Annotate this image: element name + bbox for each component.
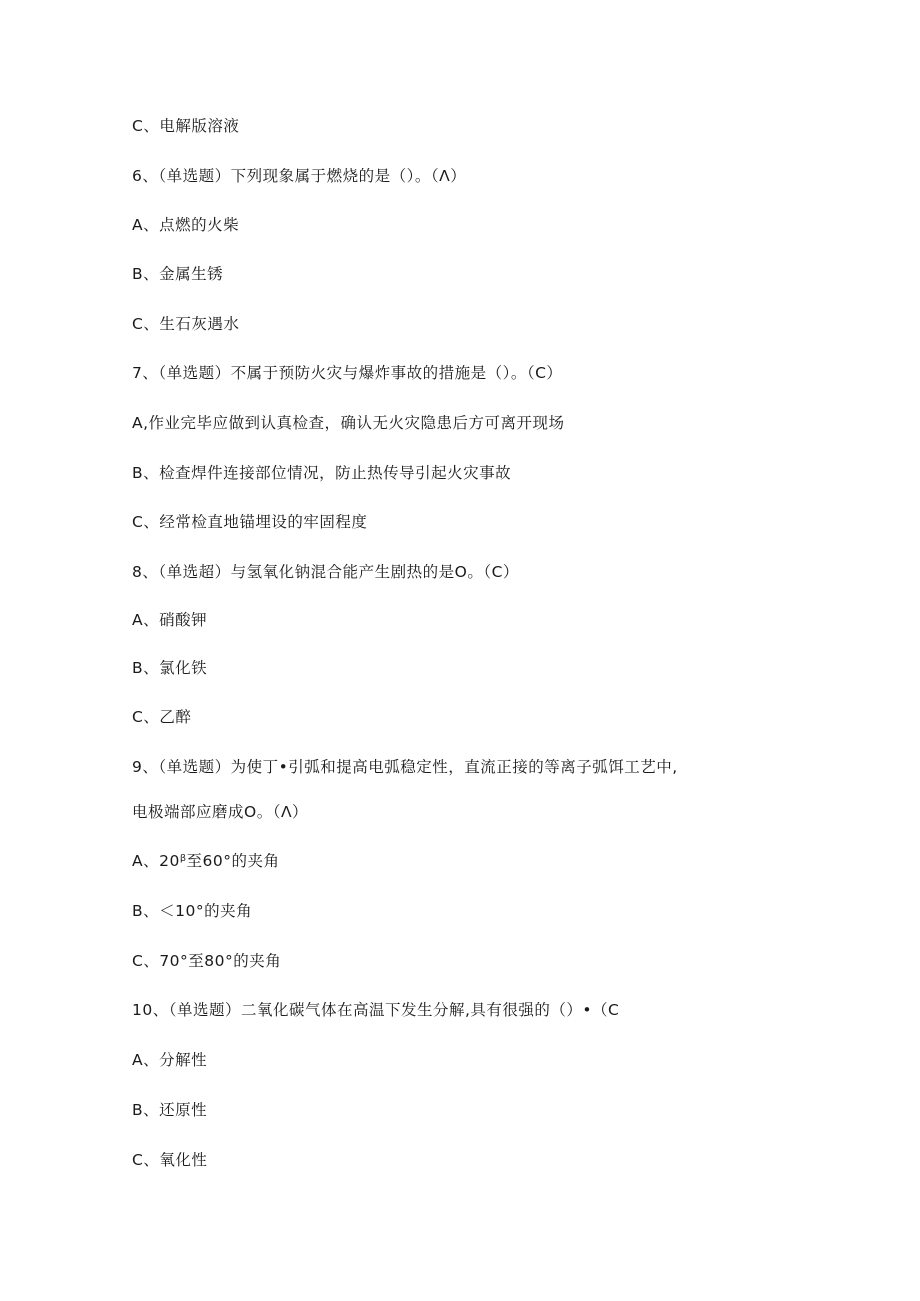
option-b-q8: B、氯化铁 (132, 659, 208, 677)
option-a-q10: A、分解性 (132, 1051, 208, 1069)
question-9: 9、（单选题）为使丁•引弧和提高电弧稳定性，直流正接的等离子弧饵工艺中, (132, 758, 678, 776)
question-9-continued: 电极端部应磨成O。（Λ） (132, 803, 309, 821)
option-c-q8: C、乙醉 (132, 708, 192, 726)
option-b-q6: B、金属生锈 (132, 265, 224, 283)
option-c-q10: C、氧化性 (132, 1151, 208, 1169)
question-6: 6、（单选题）下列现象属于燃烧的是（）。（Λ） (132, 167, 467, 185)
option-a-q9: A、20ᵝ至60°的夹角 (132, 852, 280, 870)
question-8: 8、（单选超）与氢氧化钠混合能产生剧热的是O。（C） (132, 563, 519, 581)
question-10: 10、（单选题）二氧化碳气体在高温下发生分解,具有很强的（）•（C (132, 1001, 620, 1019)
option-a-q8: A、硝酸钾 (132, 611, 208, 629)
option-a-q7: A,作业完毕应做到认真检查，确认无火灾隐患后方可离开现场 (132, 414, 565, 432)
option-c-q5: C、电解版溶液 (132, 117, 240, 135)
option-c-q7: C、经常检直地锚埋设的牢固程度 (132, 513, 368, 531)
option-a-q6: A、点燃的火柴 (132, 216, 240, 234)
option-b-q7: B、检查焊件连接部位情况，防止热传导引起火灾事故 (132, 464, 512, 482)
option-b-q10: B、还原性 (132, 1101, 208, 1119)
option-c-q6: C、生石灰遇水 (132, 315, 240, 333)
option-c-q9: C、70°至80°的夹角 (132, 952, 282, 970)
question-7: 7、（单选题）不属于预防火灾与爆炸事故的措施是（）。（C） (132, 364, 563, 382)
option-b-q9: B、＜10°的夹角 (132, 902, 253, 920)
